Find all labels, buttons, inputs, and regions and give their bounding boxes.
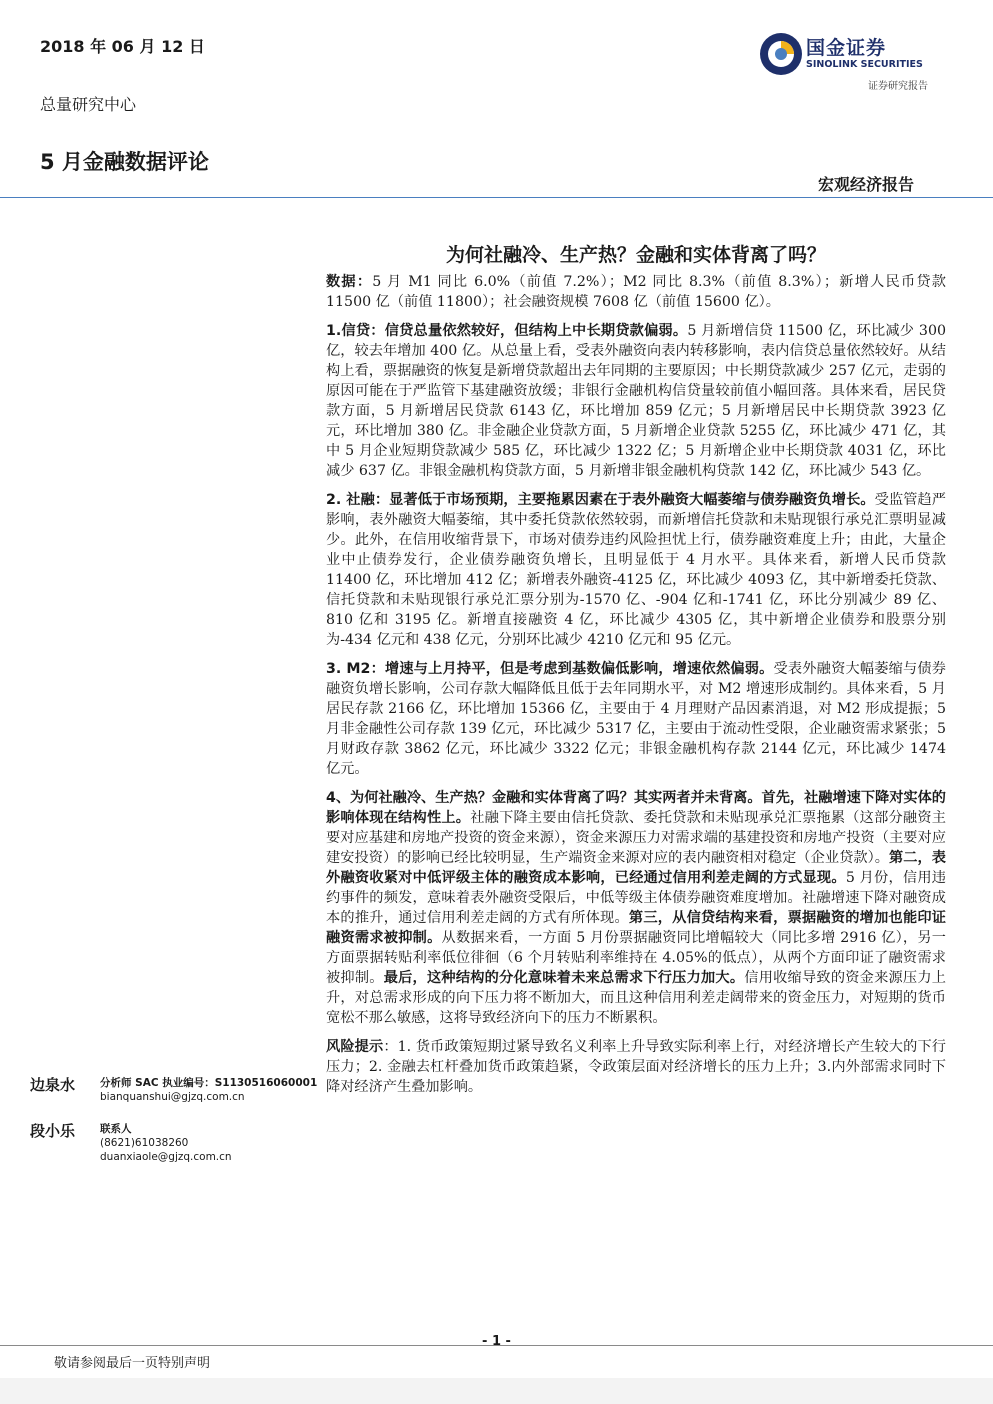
contact-role: 联系人 — [100, 1123, 132, 1135]
paragraph-segment: 从数据来看，一方面 5 月份票据融资同比增幅较大（同比多增 2916 亿），另一方面票据转贴利率低位徘徊（6 个月转贴利率维持在 4.05%的低点），从两个方面印证了融资需求被抑制。 — [326, 930, 946, 986]
analyst-contact — [100, 1076, 317, 1104]
paragraph-lead: 2. 社融：显著低于市场预期，主要拖累因素在于表外融资大幅萎缩与债券融资负增长。 — [326, 492, 875, 508]
report-category: 宏观经济报告 — [818, 175, 915, 194]
page-number: - 1 - — [482, 1334, 511, 1349]
paragraph-divergence — [326, 788, 946, 1028]
logo-chinese-name: 国金证券 — [806, 37, 887, 59]
footer-divider — [0, 1345, 993, 1346]
logo-english-name: SINOLINK SECURITIES — [806, 59, 923, 70]
paragraph-text: 受监管趋严影响，表外融资大幅萎缩，其中委托贷款依然较弱，而新增信托贷款和未贴现银行承兑汇票明显减少。此外，在信用收缩背景下，市场对债券违约风险担忧上行，债券融资难度上升；由此，大量企业中止债券发行，企业债券融资负增长，且明显低于 4 月水平。具体来看，新增人民币贷款 11400 亿，环比增加 412 亿；新增表外融资-4125 亿，环比减少 4093 亿，其中新增委托贷款、信托贷款和未贴现银行承兑汇票分别为-1570 亿、-904 亿和-1741 亿，环比分别减少 89 亿、810 亿和 3195 亿。新增直接融资 4 亿，环比减少 4305 亿，其中新增企业债券和股票分别为-434 亿元和 438 亿元，分别环比减少 4210 亿元和 95 亿元。 — [326, 492, 946, 648]
report-title: 5 月金融数据评论 — [40, 150, 209, 174]
paragraph-risk — [326, 1037, 946, 1097]
article-body — [326, 272, 946, 1106]
footer-band — [0, 1378, 993, 1404]
paragraph-segment: 第二，表外融资收紧对中低评级主体的融资成本影响，已经通过信用利差走阔的方式显现。 — [326, 850, 946, 886]
contact-phone: (8621)61038260 — [100, 1137, 189, 1149]
paragraph-lead: 数据： — [326, 274, 373, 290]
paragraph-segment: 社融下降主要由信托贷款、委托贷款和未贴现承兑汇票拖累（这部分融资主要对应基建和房地产投资的资金来源），资金来源压力对需求端的基建投资和房地产投资（主要对应建安投资）的影响已经比较明显，生产端资金来源对应的表内融资相对稳定（企业贷款）。 — [326, 810, 946, 866]
disclaimer-note: 敬请参阅最后一页特别声明 — [54, 1356, 211, 1371]
paragraph-text: 5 月新增信贷 11500 亿，环比减少 300 亿，较去年增加 400 亿。从总量上看，受表外融资向表内转移影响，表内信贷总量依然较好。从结构上看，票据融资的恢复是新增贷款超出去年同期的主要原因；中长期贷款减少 257 亿元，走弱的原因可能在于严监管下基建融资放缓；非银行金融机构信贷量较前值小幅回落。具体来看，居民贷款方面，5 月新增居民贷款 6143 亿，环比增加 859 亿元；5 月新增居民中长期贷款 3923 亿元，环比增加 380 亿。非金融企业贷款方面，5 月新增企业贷款 5255 亿，环比减少 471 亿，其中 5 月企业短期贷款减少 585 亿，环比减少 1322 亿；5 月新增企业中长期贷款 4031 亿，环比减少 637 亿。非银金融机构贷款方面，5 月新增非银金融机构贷款 142 亿，环比减少 543 亿。 — [326, 323, 947, 479]
paragraph-text: 受表外融资大幅萎缩与债券融资负增长影响，公司存款大幅降低且低于去年同期水平，对 M2 增速形成制约。具体来看，5 月居民存款 2166 亿，环比增加 15366 亿，主要由于 4 月理财产品因素消退，对 M2 形成提振；5 月非金融性公司存款 139 亿元，环比减少 5317 亿，主要由于流动性受限，企业融资需求紧张；5 月财政存款 3862 亿元，环比减少 3322 亿元；非银金融机构存款 2144 亿元，环比减少 1474 亿元。 — [326, 661, 946, 777]
paragraph-m2 — [326, 659, 946, 779]
analyst-name: 边泉水 — [30, 1076, 76, 1094]
paragraph-text: 5 月 M1 同比 6.0%（前值 7.2%）；M2 同比 8.3%（前值 8.3%）；新增人民币贷款 11500 亿（前值 11800）；社会融资规模 7608 亿（前值 15600 亿）。 — [326, 274, 946, 310]
paragraph-text: ：1. 货币政策短期过紧导致名义利率上升导致实际利率上行，对经济增长产生较大的下行压力；2. 金融去杠杆叠加货币政策趋紧，令政策层面对经济增长的压力上升；3.内外部需求同时下降对经济产生叠加影响。 — [326, 1039, 946, 1095]
paragraph-lead: 3. M2：增速与上月持平，但是考虑到基数偏低影响，增速依然偏弱。 — [326, 661, 774, 677]
paragraph-segment: 第三，从信贷结构来看，票据融资的增加也能印证融资需求被抑制。 — [326, 910, 946, 946]
paragraph-segment: 4、为何社融冷、生产热？金融和实体背离了吗？其实两者并未背离。首先，社融增速下降对实体的影响体现在结构性上。 — [326, 790, 946, 826]
header-divider — [0, 197, 993, 198]
analyst-license: 分析师 SAC 执业编号：S1130516060001 — [100, 1077, 318, 1089]
contact-email[interactable]: duanxiaole@gjzq.com.cn — [100, 1151, 232, 1163]
paragraph-data — [326, 272, 946, 312]
contact-name: 段小乐 — [30, 1122, 76, 1140]
analyst-card — [30, 1074, 320, 1114]
paragraph-lead: 1.信贷：信贷总量依然较好，但结构上中长期贷款偏弱。 — [326, 323, 688, 339]
paragraph-social-financing — [326, 490, 946, 650]
department-name: 总量研究中心 — [40, 95, 137, 114]
analyst-email[interactable]: bianquanshui@gjzq.com.cn — [100, 1091, 245, 1103]
paragraph-segment: 5 月份，信用违约事件的频发，意味着表外融资受限后，中低等级主体债券融资难度增加。社融增速下降对融资成本的推升，通过信用利差走阔的方式有所体现。 — [326, 870, 946, 926]
paragraph-credit — [326, 321, 946, 481]
report-date: 2018 年 06 月 12 日 — [40, 37, 205, 56]
logo-subtitle: 证券研究报告 — [868, 81, 928, 92]
paragraph-lead: 风险提示 — [326, 1039, 384, 1055]
paragraph-segment: 信用收缩导致的资金来源压力上升，对总需求形成的向下压力将不断加大，而且这种信用利差走阔带来的资金压力，对短期的货币宽松不那么敏感，这将导致经济向下的压力不断累积。 — [326, 970, 946, 1026]
article-headline: 为何社融冷、生产热？金融和实体背离了吗？ — [445, 244, 826, 266]
contact-card — [30, 1120, 320, 1166]
contact-details — [100, 1122, 232, 1164]
sinolink-logo-icon — [757, 30, 805, 78]
paragraph-segment: 最后，这种结构的分化意味着未来总需求下行压力加大。 — [383, 970, 745, 986]
